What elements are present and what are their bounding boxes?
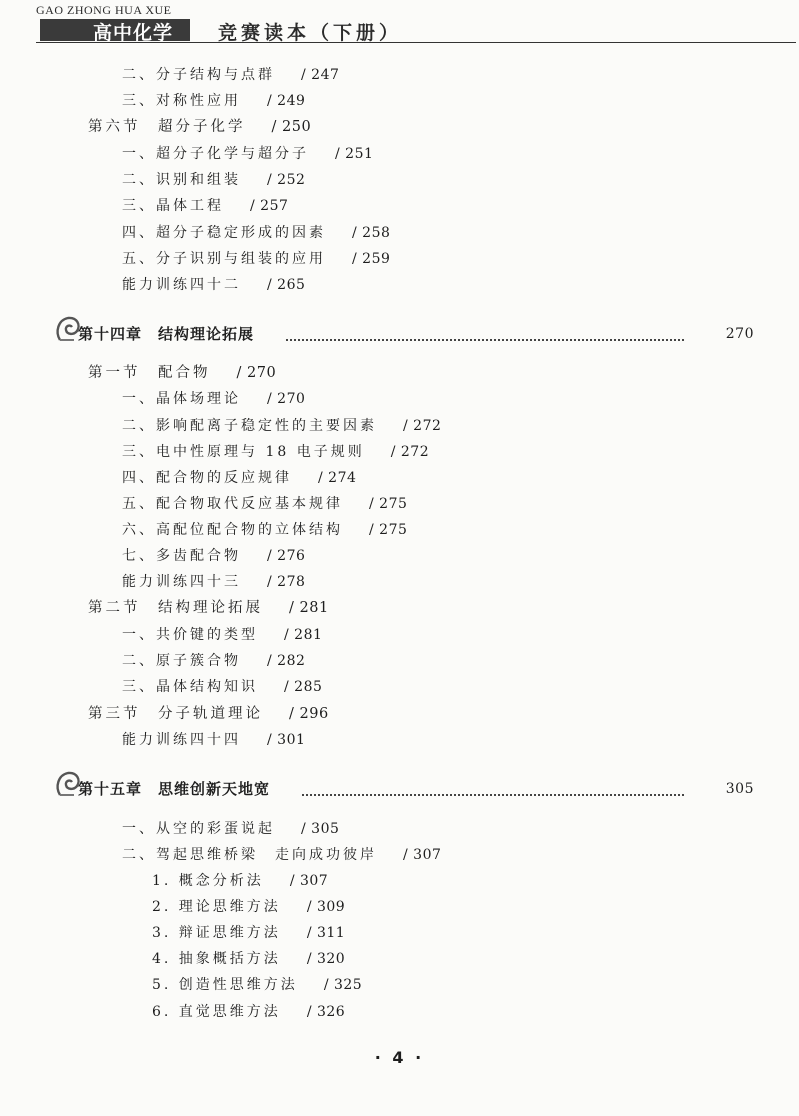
toc-entry: 七、多齿配合物 / 276 xyxy=(122,548,306,564)
toc-entry: 一、晶体场理论 / 270 xyxy=(122,391,306,407)
chapter-heading xyxy=(54,769,754,803)
page-number: · 4 · xyxy=(374,1048,425,1067)
toc-section: 第一节 配合物 / 270 xyxy=(88,365,277,381)
chapter-heading xyxy=(54,314,754,348)
toc-section: 第二节 结构理论拓展 / 281 xyxy=(88,600,329,616)
toc-entry: 能力训练四十二 / 265 xyxy=(122,277,306,293)
header-book-title: 竞赛读本（下册） xyxy=(218,22,403,44)
toc-entry: 二、识别和组装 / 252 xyxy=(122,172,306,188)
toc-entry: 二、原子簇合物 / 282 xyxy=(122,653,306,669)
toc-subentry: 1. 概念分析法 / 307 xyxy=(152,873,329,889)
toc-entry: 五、配合物取代反应基本规律 / 275 xyxy=(122,496,408,512)
toc-entry: 一、超分子化学与超分子 / 251 xyxy=(122,146,374,162)
toc-subentry: 4. 抽象概括方法 / 320 xyxy=(152,951,346,967)
chapter-page: 305 xyxy=(725,781,754,797)
chapter-title: 第十四章 结构理论拓展 xyxy=(78,325,255,343)
toc-entry: 五、分子识别与组装的应用 / 259 xyxy=(122,251,391,267)
toc-subentry: 2. 理论思维方法 / 309 xyxy=(152,899,346,915)
toc-entry: 六、高配位配合物的立体结构 / 275 xyxy=(122,522,408,538)
toc-entry: 三、对称性应用 / 249 xyxy=(122,93,306,109)
toc-entry: 二、驾起思维桥梁 走向成功彼岸 / 307 xyxy=(122,847,442,863)
toc-entry: 一、从空的彩蛋说起 / 305 xyxy=(122,821,340,837)
toc-entry: 四、超分子稳定形成的因素 / 258 xyxy=(122,225,391,241)
toc-entry: 二、影响配离子稳定性的主要因素 / 272 xyxy=(122,418,442,434)
toc-subentry: 5. 创造性思维方法 / 325 xyxy=(152,977,363,993)
toc-entry: 四、配合物的反应规律 / 274 xyxy=(122,470,357,486)
toc-subentry: 6. 直觉思维方法 / 326 xyxy=(152,1004,346,1020)
header-rule xyxy=(36,42,796,43)
toc-entry: 能力训练四十四 / 301 xyxy=(122,732,306,748)
toc-entry: 二、分子结构与点群 / 247 xyxy=(122,67,340,83)
toc-entry: 一、共价键的类型 / 281 xyxy=(122,627,323,643)
header-pinyin: GAO ZHONG HUA XUE xyxy=(36,3,172,17)
chapter-page: 270 xyxy=(725,326,754,342)
toc-section: 第三节 分子轨道理论 / 296 xyxy=(88,706,329,722)
toc-entry: 三、晶体结构知识 / 285 xyxy=(122,679,323,695)
leader-dots xyxy=(302,778,684,796)
toc-entry: 能力训练四十三 / 278 xyxy=(122,574,306,590)
chapter-title: 第十五章 思维创新天地宽 xyxy=(78,780,271,798)
toc-subentry: 3. 辩证思维方法 / 311 xyxy=(152,925,346,941)
leader-dots xyxy=(286,323,684,341)
toc-entry: 三、电中性原理与 18 电子规则 / 272 xyxy=(122,444,430,460)
toc-entry: 三、晶体工程 / 257 xyxy=(122,198,289,214)
toc-section: 第六节 超分子化学 / 250 xyxy=(88,119,312,135)
header-series-title: 高中化学 xyxy=(93,22,174,44)
running-header xyxy=(0,0,799,44)
